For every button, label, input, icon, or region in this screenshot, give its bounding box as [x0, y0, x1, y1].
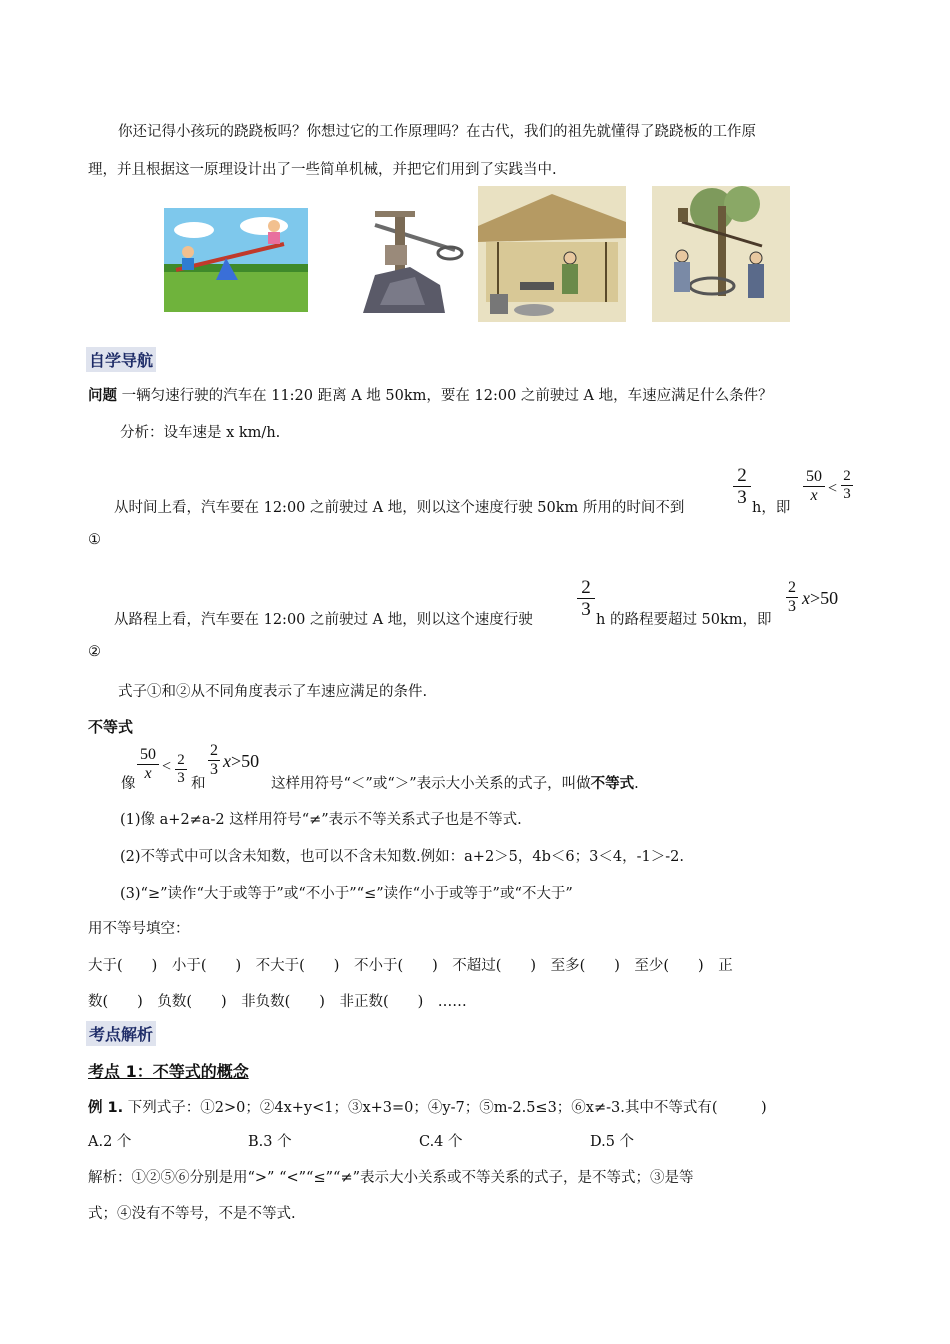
problem-label: 问题 [88, 388, 117, 404]
seesaw-cartoon-image [164, 208, 308, 312]
and-word: 和 [191, 776, 206, 792]
fraction-50-over-x-1: 50 x [803, 469, 825, 504]
intro-line-1: 你还记得小孩玩的跷跷板吗？你想过它的工作原理吗？在古代，我们的祖先就懂得了跷跷板的工作原 [118, 124, 756, 140]
kaodian-1-title: 考点 1：不等式的概念 [88, 1062, 249, 1081]
example-1-line [88, 1096, 767, 1117]
fraction-two-thirds-6: 2 3 [210, 742, 218, 778]
solution-line-1: 解析：①②⑤⑥分别是用“>” “<”“≤”“≠”表示大小关系或不等关系的式子，是不等式；③是等 [88, 1170, 694, 1186]
fraction-two-thirds-2: 2 3 [841, 469, 853, 502]
conclusion-line: 式子①和②从不同角度表示了车速应满足的条件. [118, 684, 428, 700]
section-self-study: 自学导航 [86, 347, 156, 372]
time-line: 从时间上看，汽车要在 12:00 之前驶过 A 地，则以这个速度行驶 50km 所用的时间不到 [114, 500, 685, 516]
fraction-two-thirds-1: 2 3 [733, 466, 751, 507]
distance-tail: h 的路程要超过 50km，即 [596, 612, 772, 628]
circle-marker-1: ① [88, 532, 101, 548]
ancient-well-image [652, 186, 790, 322]
section-analysis: 考点解析 [86, 1021, 156, 1046]
solution-line-2: 式；④没有不等号，不是不等式. [88, 1206, 296, 1222]
expression-x-gt-50-1: x>50 [802, 588, 839, 608]
example-1-label: 例 1. [88, 1100, 124, 1116]
fill-title: 用不等号填空： [88, 921, 190, 937]
note-2: (2)不等式中可以含未知数，也可以不含未知数.例如：a+2＞5，4b＜6；3＜4，-1＞-2. [120, 849, 684, 865]
fraction-two-thirds-3: 2 3 [577, 578, 595, 619]
option-c: C.4 个 [419, 1134, 463, 1150]
ancient-machine-image [355, 205, 470, 317]
less-than-sign-2: < [162, 758, 172, 775]
less-than-sign-1: < [828, 480, 838, 497]
like-word: 像 [121, 776, 136, 792]
ancient-workshop-image [478, 186, 626, 322]
fill-line-1: 大于( ) 小于( ) 不大于( ) 不小于( ) 不超过( ) 至多( ) 至少( ) 正 [88, 958, 733, 974]
fraction-two-thirds-4: 2 3 [788, 579, 796, 615]
option-d: D.5 个 [590, 1134, 635, 1150]
option-b: B.3 个 [248, 1134, 292, 1150]
problem-text: 一辆匀速行驶的汽车在 11:20 距离 A 地 50km，要在 12:00 之前驶过 A 地，车速应满足什么条件？ [121, 388, 773, 404]
example-1-text: 下列式子：①2>0；②4x+y<1；③x+3=0；④y-7；⑤m-2.5≤3；⑥x≠-3.其中不等式有( ) [127, 1100, 767, 1116]
distance-line: 从路程上看，汽车要在 12:00 之前驶过 A 地，则以这个速度行驶 [114, 612, 533, 628]
note-3: (3)“≥”读作“大于或等于”或“不小于”“≤”读作“小于或等于”或“不大于” [120, 886, 573, 902]
problem-line [88, 384, 773, 405]
expression-x-gt-50-2: x>50 [223, 751, 260, 771]
fraction-two-thirds-5: 2 3 [175, 753, 187, 786]
analysis-line: 分析：设车速是 x km/h. [120, 425, 281, 441]
fraction-50-over-x-2: 50 x [137, 747, 159, 782]
fill-line-2: 数( ) 负数( ) 非负数( ) 非正数( ) …… [88, 994, 467, 1010]
note-1: (1)像 a+2≠a-2 这样用符号“≠”表示不等关系式子也是不等式. [120, 812, 522, 828]
intro-line-2: 理，并且根据这一原理设计出了一些简单机械，并把它们用到了实践当中. [88, 162, 557, 178]
definition-line: 这样用符号“＜”或“＞”表示大小关系的式子，叫做不等式. [271, 776, 639, 792]
option-a: A.2 个 [88, 1134, 132, 1150]
time-unit: h，即 [752, 500, 791, 516]
circle-marker-2: ② [88, 644, 101, 660]
inequality-title: 不等式 [88, 718, 134, 736]
